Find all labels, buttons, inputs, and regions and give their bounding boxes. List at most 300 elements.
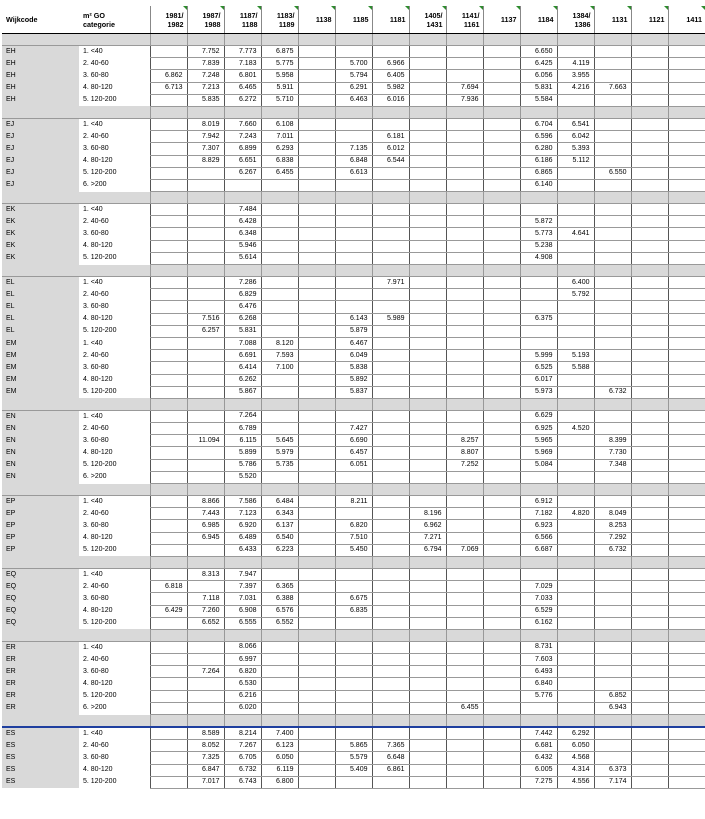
value-cell[interactable] (668, 143, 705, 155)
category-cell[interactable] (79, 192, 150, 204)
category-cell[interactable]: 1. <40 (79, 204, 150, 216)
value-cell[interactable]: 7.243 (224, 131, 261, 143)
value-cell[interactable]: 6.123 (261, 740, 298, 752)
value-cell[interactable] (557, 496, 594, 508)
value-cell[interactable] (187, 702, 224, 714)
value-cell[interactable] (335, 617, 372, 629)
value-cell[interactable] (446, 605, 483, 617)
value-cell[interactable]: 5.835 (187, 94, 224, 106)
category-cell[interactable]: 2. 40-60 (79, 350, 150, 362)
value-cell[interactable] (187, 337, 224, 349)
value-cell[interactable] (372, 252, 409, 264)
category-cell[interactable]: 2. 40-60 (79, 423, 150, 435)
value-cell[interactable] (335, 556, 372, 568)
value-cell[interactable]: 7.264 (224, 410, 261, 422)
value-cell[interactable]: 7.307 (187, 143, 224, 155)
value-cell[interactable] (150, 167, 187, 179)
value-cell[interactable] (557, 605, 594, 617)
value-cell[interactable] (668, 106, 705, 118)
value-cell[interactable]: 8.120 (261, 337, 298, 349)
value-cell[interactable] (631, 447, 668, 459)
value-cell[interactable]: 6.829 (224, 289, 261, 301)
category-cell[interactable]: 1. <40 (79, 727, 150, 740)
value-cell[interactable] (261, 106, 298, 118)
value-cell[interactable] (335, 484, 372, 496)
value-cell[interactable] (372, 508, 409, 520)
value-cell[interactable] (668, 666, 705, 678)
value-cell[interactable] (594, 70, 631, 82)
value-cell[interactable]: 6.373 (594, 764, 631, 776)
value-cell[interactable] (261, 678, 298, 690)
value-cell[interactable] (409, 374, 446, 386)
value-cell[interactable] (261, 301, 298, 313)
value-cell[interactable]: 8.313 (187, 568, 224, 580)
wijkcode-cell[interactable] (2, 106, 79, 118)
value-cell[interactable] (631, 192, 668, 204)
value-cell[interactable] (298, 471, 335, 483)
column-header-1181[interactable] (372, 6, 409, 34)
value-cell[interactable]: 6.794 (409, 544, 446, 556)
value-cell[interactable] (372, 678, 409, 690)
value-cell[interactable] (668, 690, 705, 702)
value-cell[interactable] (150, 252, 187, 264)
value-cell[interactable] (409, 740, 446, 752)
value-cell[interactable] (483, 654, 520, 666)
value-cell[interactable] (298, 678, 335, 690)
value-cell[interactable]: 7.942 (187, 131, 224, 143)
value-cell[interactable] (409, 593, 446, 605)
category-cell[interactable]: 6. >200 (79, 471, 150, 483)
category-cell[interactable]: 1. <40 (79, 337, 150, 349)
category-cell[interactable]: 3. 60-80 (79, 520, 150, 532)
value-cell[interactable] (261, 179, 298, 191)
value-cell[interactable] (150, 447, 187, 459)
value-cell[interactable] (409, 727, 446, 740)
value-cell[interactable]: 5.865 (335, 740, 372, 752)
value-cell[interactable]: 7.088 (224, 337, 261, 349)
value-cell[interactable] (594, 423, 631, 435)
value-cell[interactable]: 5.645 (261, 435, 298, 447)
value-cell[interactable]: 6.525 (520, 362, 557, 374)
value-cell[interactable] (483, 496, 520, 508)
value-cell[interactable]: 5.520 (224, 471, 261, 483)
value-cell[interactable]: 6.414 (224, 362, 261, 374)
value-cell[interactable] (594, 581, 631, 593)
value-cell[interactable]: 6.847 (187, 764, 224, 776)
value-cell[interactable] (372, 265, 409, 277)
value-cell[interactable] (150, 593, 187, 605)
value-cell[interactable] (520, 702, 557, 714)
value-cell[interactable] (446, 192, 483, 204)
value-cell[interactable] (446, 374, 483, 386)
value-cell[interactable] (446, 690, 483, 702)
value-cell[interactable] (150, 410, 187, 422)
value-cell[interactable]: 6.465 (224, 82, 261, 94)
value-cell[interactable] (261, 666, 298, 678)
value-cell[interactable]: 6.268 (224, 313, 261, 325)
value-cell[interactable] (335, 654, 372, 666)
wijkcode-cell[interactable]: ER (2, 702, 79, 714)
value-cell[interactable] (224, 34, 261, 46)
value-cell[interactable]: 6.945 (187, 532, 224, 544)
value-cell[interactable] (631, 715, 668, 728)
wijkcode-cell[interactable]: EK (2, 252, 79, 264)
value-cell[interactable] (557, 398, 594, 410)
column-header-1137[interactable] (483, 6, 520, 34)
value-cell[interactable] (224, 192, 261, 204)
value-cell[interactable] (409, 337, 446, 349)
value-cell[interactable] (631, 423, 668, 435)
value-cell[interactable] (150, 423, 187, 435)
value-cell[interactable] (557, 435, 594, 447)
value-cell[interactable] (631, 240, 668, 252)
value-cell[interactable]: 6.681 (520, 740, 557, 752)
value-cell[interactable] (261, 629, 298, 641)
value-cell[interactable] (187, 374, 224, 386)
value-cell[interactable] (298, 106, 335, 118)
value-cell[interactable]: 6.852 (594, 690, 631, 702)
value-cell[interactable] (224, 398, 261, 410)
value-cell[interactable] (298, 252, 335, 264)
column-header-11871188[interactable] (224, 6, 261, 34)
value-cell[interactable] (298, 581, 335, 593)
value-cell[interactable]: 6.280 (520, 143, 557, 155)
value-cell[interactable] (409, 155, 446, 167)
value-cell[interactable]: 6.348 (224, 228, 261, 240)
value-cell[interactable]: 7.936 (446, 94, 483, 106)
value-cell[interactable] (631, 313, 668, 325)
value-cell[interactable] (631, 605, 668, 617)
value-cell[interactable] (483, 471, 520, 483)
value-cell[interactable]: 7.663 (594, 82, 631, 94)
value-cell[interactable]: 7.325 (187, 752, 224, 764)
value-cell[interactable] (298, 94, 335, 106)
value-cell[interactable] (150, 289, 187, 301)
value-cell[interactable] (298, 216, 335, 228)
category-cell[interactable]: 5. 120-200 (79, 544, 150, 556)
value-cell[interactable] (298, 386, 335, 398)
column-header-1131[interactable] (594, 6, 631, 34)
value-cell[interactable] (483, 228, 520, 240)
value-cell[interactable] (335, 641, 372, 653)
value-cell[interactable] (409, 179, 446, 191)
value-cell[interactable] (187, 301, 224, 313)
value-cell[interactable] (409, 265, 446, 277)
value-cell[interactable]: 7.286 (224, 277, 261, 289)
value-cell[interactable] (261, 192, 298, 204)
value-cell[interactable] (483, 776, 520, 788)
value-cell[interactable]: 6.550 (594, 167, 631, 179)
value-cell[interactable]: 7.400 (261, 727, 298, 740)
value-cell[interactable]: 7.660 (224, 118, 261, 130)
value-cell[interactable]: 7.442 (520, 727, 557, 740)
category-cell[interactable]: 2. 40-60 (79, 289, 150, 301)
value-cell[interactable]: 5.965 (520, 435, 557, 447)
value-cell[interactable] (335, 228, 372, 240)
value-cell[interactable] (409, 447, 446, 459)
value-cell[interactable]: 5.710 (261, 94, 298, 106)
value-cell[interactable] (372, 179, 409, 191)
value-cell[interactable] (261, 313, 298, 325)
value-cell[interactable] (446, 410, 483, 422)
value-cell[interactable]: 6.484 (261, 496, 298, 508)
value-cell[interactable] (409, 410, 446, 422)
value-cell[interactable] (187, 204, 224, 216)
value-cell[interactable]: 6.704 (520, 118, 557, 130)
value-cell[interactable]: 6.457 (335, 447, 372, 459)
value-cell[interactable] (483, 337, 520, 349)
value-cell[interactable] (150, 265, 187, 277)
value-cell[interactable] (594, 641, 631, 653)
value-cell[interactable] (446, 532, 483, 544)
value-cell[interactable]: 6.115 (224, 435, 261, 447)
value-cell[interactable] (298, 459, 335, 471)
value-cell[interactable] (668, 118, 705, 130)
value-cell[interactable] (187, 167, 224, 179)
value-cell[interactable] (631, 410, 668, 422)
value-cell[interactable] (557, 568, 594, 580)
value-cell[interactable]: 6.544 (372, 155, 409, 167)
value-cell[interactable]: 6.467 (335, 337, 372, 349)
value-cell[interactable] (187, 459, 224, 471)
value-cell[interactable]: 6.713 (150, 82, 187, 94)
value-cell[interactable]: 6.455 (446, 702, 483, 714)
value-cell[interactable] (483, 568, 520, 580)
value-cell[interactable] (594, 216, 631, 228)
value-cell[interactable] (298, 447, 335, 459)
value-cell[interactable]: 6.429 (150, 605, 187, 617)
value-cell[interactable]: 6.800 (261, 776, 298, 788)
wijkcode-cell[interactable]: ES (2, 727, 79, 740)
wijkcode-cell[interactable]: EL (2, 313, 79, 325)
value-cell[interactable]: 6.108 (261, 118, 298, 130)
value-cell[interactable] (446, 106, 483, 118)
column-header-1184[interactable] (520, 6, 557, 34)
category-cell[interactable]: 2. 40-60 (79, 131, 150, 143)
value-cell[interactable] (446, 46, 483, 58)
value-cell[interactable] (557, 240, 594, 252)
value-cell[interactable] (372, 34, 409, 46)
value-cell[interactable] (150, 496, 187, 508)
value-cell[interactable] (298, 70, 335, 82)
value-cell[interactable] (409, 143, 446, 155)
value-cell[interactable]: 8.253 (594, 520, 631, 532)
wijkcode-cell[interactable]: EK (2, 228, 79, 240)
category-cell[interactable]: 2. 40-60 (79, 216, 150, 228)
wijkcode-cell[interactable]: ER (2, 641, 79, 653)
value-cell[interactable] (409, 131, 446, 143)
value-cell[interactable]: 8.196 (409, 508, 446, 520)
value-cell[interactable] (483, 617, 520, 629)
value-cell[interactable]: 6.223 (261, 544, 298, 556)
column-header-1185[interactable] (335, 6, 372, 34)
value-cell[interactable] (668, 556, 705, 568)
value-cell[interactable] (631, 131, 668, 143)
value-cell[interactable] (409, 277, 446, 289)
value-cell[interactable]: 6.789 (224, 423, 261, 435)
value-cell[interactable] (335, 568, 372, 580)
value-cell[interactable] (150, 715, 187, 728)
value-cell[interactable] (446, 666, 483, 678)
value-cell[interactable] (446, 289, 483, 301)
value-cell[interactable] (372, 544, 409, 556)
value-cell[interactable] (372, 471, 409, 483)
value-cell[interactable] (298, 131, 335, 143)
column-header-11831189[interactable] (261, 6, 298, 34)
wijkcode-cell[interactable]: EH (2, 82, 79, 94)
value-cell[interactable] (446, 593, 483, 605)
value-cell[interactable] (298, 484, 335, 496)
value-cell[interactable]: 8.211 (335, 496, 372, 508)
value-cell[interactable] (446, 301, 483, 313)
value-cell[interactable]: 6.629 (520, 410, 557, 422)
value-cell[interactable] (409, 118, 446, 130)
value-cell[interactable]: 7.427 (335, 423, 372, 435)
value-cell[interactable] (372, 776, 409, 788)
value-cell[interactable]: 6.267 (224, 167, 261, 179)
value-cell[interactable]: 5.588 (557, 362, 594, 374)
wijkcode-cell[interactable]: ES (2, 740, 79, 752)
value-cell[interactable]: 7.348 (594, 459, 631, 471)
value-cell[interactable] (520, 289, 557, 301)
value-cell[interactable] (483, 715, 520, 728)
value-cell[interactable] (150, 654, 187, 666)
value-cell[interactable] (298, 727, 335, 740)
value-cell[interactable] (668, 764, 705, 776)
category-cell[interactable]: 1. <40 (79, 641, 150, 653)
value-cell[interactable] (409, 58, 446, 70)
value-cell[interactable] (631, 155, 668, 167)
value-cell[interactable] (409, 629, 446, 641)
value-cell[interactable]: 3.955 (557, 70, 594, 82)
value-cell[interactable] (372, 118, 409, 130)
value-cell[interactable] (557, 520, 594, 532)
value-cell[interactable] (557, 386, 594, 398)
value-cell[interactable] (187, 690, 224, 702)
value-cell[interactable] (446, 240, 483, 252)
value-cell[interactable] (557, 544, 594, 556)
value-cell[interactable] (594, 155, 631, 167)
value-cell[interactable] (557, 94, 594, 106)
category-cell[interactable] (79, 265, 150, 277)
value-cell[interactable]: 11.094 (187, 435, 224, 447)
value-cell[interactable] (483, 216, 520, 228)
value-cell[interactable] (594, 593, 631, 605)
value-cell[interactable] (187, 471, 224, 483)
category-cell[interactable]: 1. <40 (79, 568, 150, 580)
value-cell[interactable]: 8.049 (594, 508, 631, 520)
value-cell[interactable] (261, 715, 298, 728)
value-cell[interactable] (631, 179, 668, 191)
value-cell[interactable] (372, 447, 409, 459)
value-cell[interactable] (335, 690, 372, 702)
value-cell[interactable]: 6.651 (224, 155, 261, 167)
value-cell[interactable] (483, 532, 520, 544)
value-cell[interactable] (483, 459, 520, 471)
wijkcode-cell[interactable] (2, 629, 79, 641)
value-cell[interactable] (520, 204, 557, 216)
wijkcode-cell[interactable]: EQ (2, 581, 79, 593)
value-cell[interactable] (557, 265, 594, 277)
value-cell[interactable]: 5.776 (520, 690, 557, 702)
value-cell[interactable] (594, 617, 631, 629)
value-cell[interactable] (150, 727, 187, 740)
value-cell[interactable] (483, 678, 520, 690)
value-cell[interactable] (150, 277, 187, 289)
value-cell[interactable] (668, 435, 705, 447)
value-cell[interactable]: 6.017 (520, 374, 557, 386)
value-cell[interactable] (483, 666, 520, 678)
value-cell[interactable] (557, 192, 594, 204)
value-cell[interactable] (668, 702, 705, 714)
value-cell[interactable] (150, 666, 187, 678)
value-cell[interactable] (446, 423, 483, 435)
value-cell[interactable] (668, 581, 705, 593)
value-cell[interactable] (668, 532, 705, 544)
value-cell[interactable] (224, 629, 261, 641)
value-cell[interactable]: 6.262 (224, 374, 261, 386)
wijkcode-cell[interactable]: EJ (2, 118, 79, 130)
value-cell[interactable] (224, 715, 261, 728)
value-cell[interactable] (150, 568, 187, 580)
value-cell[interactable] (150, 544, 187, 556)
value-cell[interactable] (261, 410, 298, 422)
value-cell[interactable]: 6.925 (520, 423, 557, 435)
value-cell[interactable] (409, 34, 446, 46)
value-cell[interactable] (594, 301, 631, 313)
value-cell[interactable] (298, 289, 335, 301)
value-cell[interactable] (483, 277, 520, 289)
value-cell[interactable] (483, 520, 520, 532)
value-cell[interactable] (483, 398, 520, 410)
value-cell[interactable]: 8.829 (187, 155, 224, 167)
category-cell[interactable]: 5. 120-200 (79, 776, 150, 788)
value-cell[interactable] (409, 386, 446, 398)
value-cell[interactable] (557, 702, 594, 714)
value-cell[interactable] (483, 313, 520, 325)
value-cell[interactable] (557, 484, 594, 496)
value-cell[interactable] (150, 313, 187, 325)
category-cell[interactable]: 3. 60-80 (79, 362, 150, 374)
value-cell[interactable] (409, 398, 446, 410)
value-cell[interactable] (520, 192, 557, 204)
value-cell[interactable] (372, 605, 409, 617)
value-cell[interactable]: 5.775 (261, 58, 298, 70)
value-cell[interactable]: 6.493 (520, 666, 557, 678)
value-cell[interactable] (372, 459, 409, 471)
category-cell[interactable]: 4. 80-120 (79, 532, 150, 544)
value-cell[interactable] (372, 520, 409, 532)
wijkcode-cell[interactable]: ER (2, 666, 79, 678)
value-cell[interactable] (446, 727, 483, 740)
value-cell[interactable] (224, 265, 261, 277)
value-cell[interactable] (409, 167, 446, 179)
wijkcode-cell[interactable]: EP (2, 532, 79, 544)
value-cell[interactable] (409, 654, 446, 666)
value-cell[interactable] (668, 82, 705, 94)
value-cell[interactable]: 6.050 (557, 740, 594, 752)
value-cell[interactable] (557, 715, 594, 728)
value-cell[interactable]: 6.732 (224, 764, 261, 776)
value-cell[interactable] (261, 34, 298, 46)
value-cell[interactable] (557, 666, 594, 678)
value-cell[interactable] (372, 337, 409, 349)
value-cell[interactable]: 6.186 (520, 155, 557, 167)
value-cell[interactable] (483, 118, 520, 130)
wijkcode-cell[interactable]: ES (2, 776, 79, 788)
value-cell[interactable] (150, 192, 187, 204)
category-cell[interactable]: 2. 40-60 (79, 654, 150, 666)
